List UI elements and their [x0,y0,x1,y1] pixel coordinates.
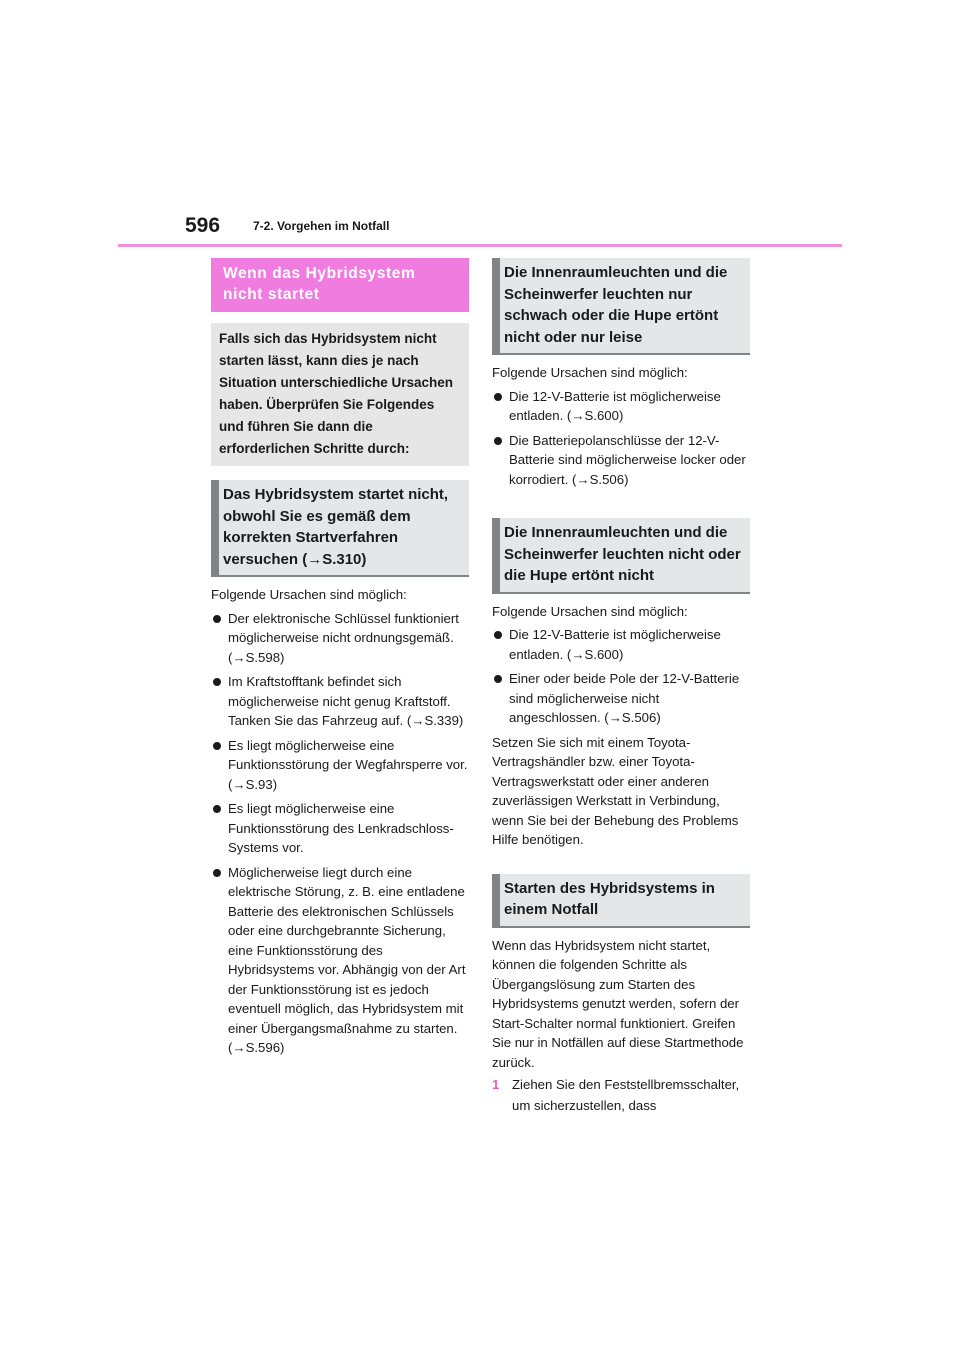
emergency-start-body: Wenn das Hybridsystem nicht startet, können die folgenden Schritte als Übergangslösung zum Starten des Hybridsystems genutzt werden, sofern der Start-Schalter normal funktioniert. Greifen Sie nur in Notfällen auf diese Startmethode zurück. [492,937,744,1070]
list-item: Die 12-V-Batterie ist möglicherweise entladen. (→S.600) [492,625,750,664]
bullet-icon [494,631,502,639]
step-1 [492,1074,750,1116]
header-rule [118,244,842,247]
bullet-icon [213,678,221,686]
causes-list [211,609,469,1058]
list-item: Möglicherweise liegt durch eine elektrische Störung, z. B. eine entladene Batterie des elektronischen Schlüssels oder eine durchgebrannte Sicherung, eine Funktionsstörung des Hybridsystems vor. Abhängig von der Art der Funktionsstörung ist es jedoch eventuell möglich, das Hybridsystem mit einer Übergangsmaßnahme zu starten. (→S.596) [211,863,469,1058]
dim-lights-lead: Folgende Ursachen sind möglich: [492,365,688,380]
left-column [211,258,469,1063]
section-title: 7-2. Vorgehen im Notfall [253,219,390,233]
no-lights-lead: Folgende Ursachen sind möglich: [492,603,688,619]
bullet-icon [213,615,221,623]
bullet-icon [494,393,502,401]
list-item: Im Kraftstofftank befindet sich möglicherweise nicht genug Kraftstoff. Tanken Sie das Fahrzeug auf. (→S.339) [211,672,469,731]
page-number: 596 [185,214,221,237]
bullet-icon [494,437,502,445]
list-item: Der elektronische Schlüssel funktioniert möglicherweise nicht ordnungsgemäß. (→S.598) [211,609,469,668]
causes-lead: Folgende Ursachen sind möglich: [211,587,407,602]
no-lights-heading: Die Innenraumleuchten und die Scheinwerfer leuchten nicht oder die Hupe ertönt nicht [492,518,750,594]
list-item: Die 12-V-Batterie ist möglicherweise entladen. (→S.600) [492,387,750,426]
dim-lights-heading: Die Innenraumleuchten und die Scheinwerfer leuchten nur schwach oder die Hupe ertönt nicht oder nur leise [492,258,750,355]
bullet-icon [213,742,221,750]
list-item: Die Batteriepolanschlüsse der 12-V-Batterie sind möglicherweise locker oder korrodiert. (→S.506) [492,431,750,490]
subsection-heading: Das Hybridsystem startet nicht, obwohl Sie es gemäß dem korrekten Startverfahren versuchen (→S.310) [211,480,469,577]
step-text: Ziehen Sie den Feststellbremsschalter, um sicherzustellen, dass [512,1077,740,1113]
intro-box: Falls sich das Hybridsystem nicht starten lässt, kann dies je nach Situation unterschiedliche Ursachen haben. Überprüfen Sie Folgendes und führen Sie dann die erforderlichen Schritte durch: [211,323,469,466]
bullet-icon [494,675,502,683]
no-lights-list [492,625,750,728]
emergency-start-heading: Starten des Hybridsystems in einem Notfall [492,874,750,928]
right-column [492,258,750,1116]
list-item: Es liegt möglicherweise eine Funktionsstörung der Wegfahrsperre vor. (→S.93) [211,736,469,795]
dealer-note: Setzen Sie sich mit einem Toyota-Vertragshändler bzw. einer Toyota-Vertragswerkstatt oder einer anderen zuverlässigen Werkstatt in Verbindung, wenn Sie bei der Behebung des Problems Hilfe benötigen. [492,734,739,847]
list-item: Es liegt möglicherweise eine Funktionsstörung des Lenkradschloss-Systems vor. [211,799,469,858]
bullet-icon [213,805,221,813]
bullet-icon [213,869,221,877]
dim-lights-list [492,387,750,490]
list-item: Einer oder beide Pole der 12-V-Batterie sind möglicherweise nicht angeschlossen. (→S.506) [492,669,750,728]
step-number: 1 [492,1077,500,1092]
main-heading: Wenn das Hybridsystem nicht startet [211,258,469,312]
